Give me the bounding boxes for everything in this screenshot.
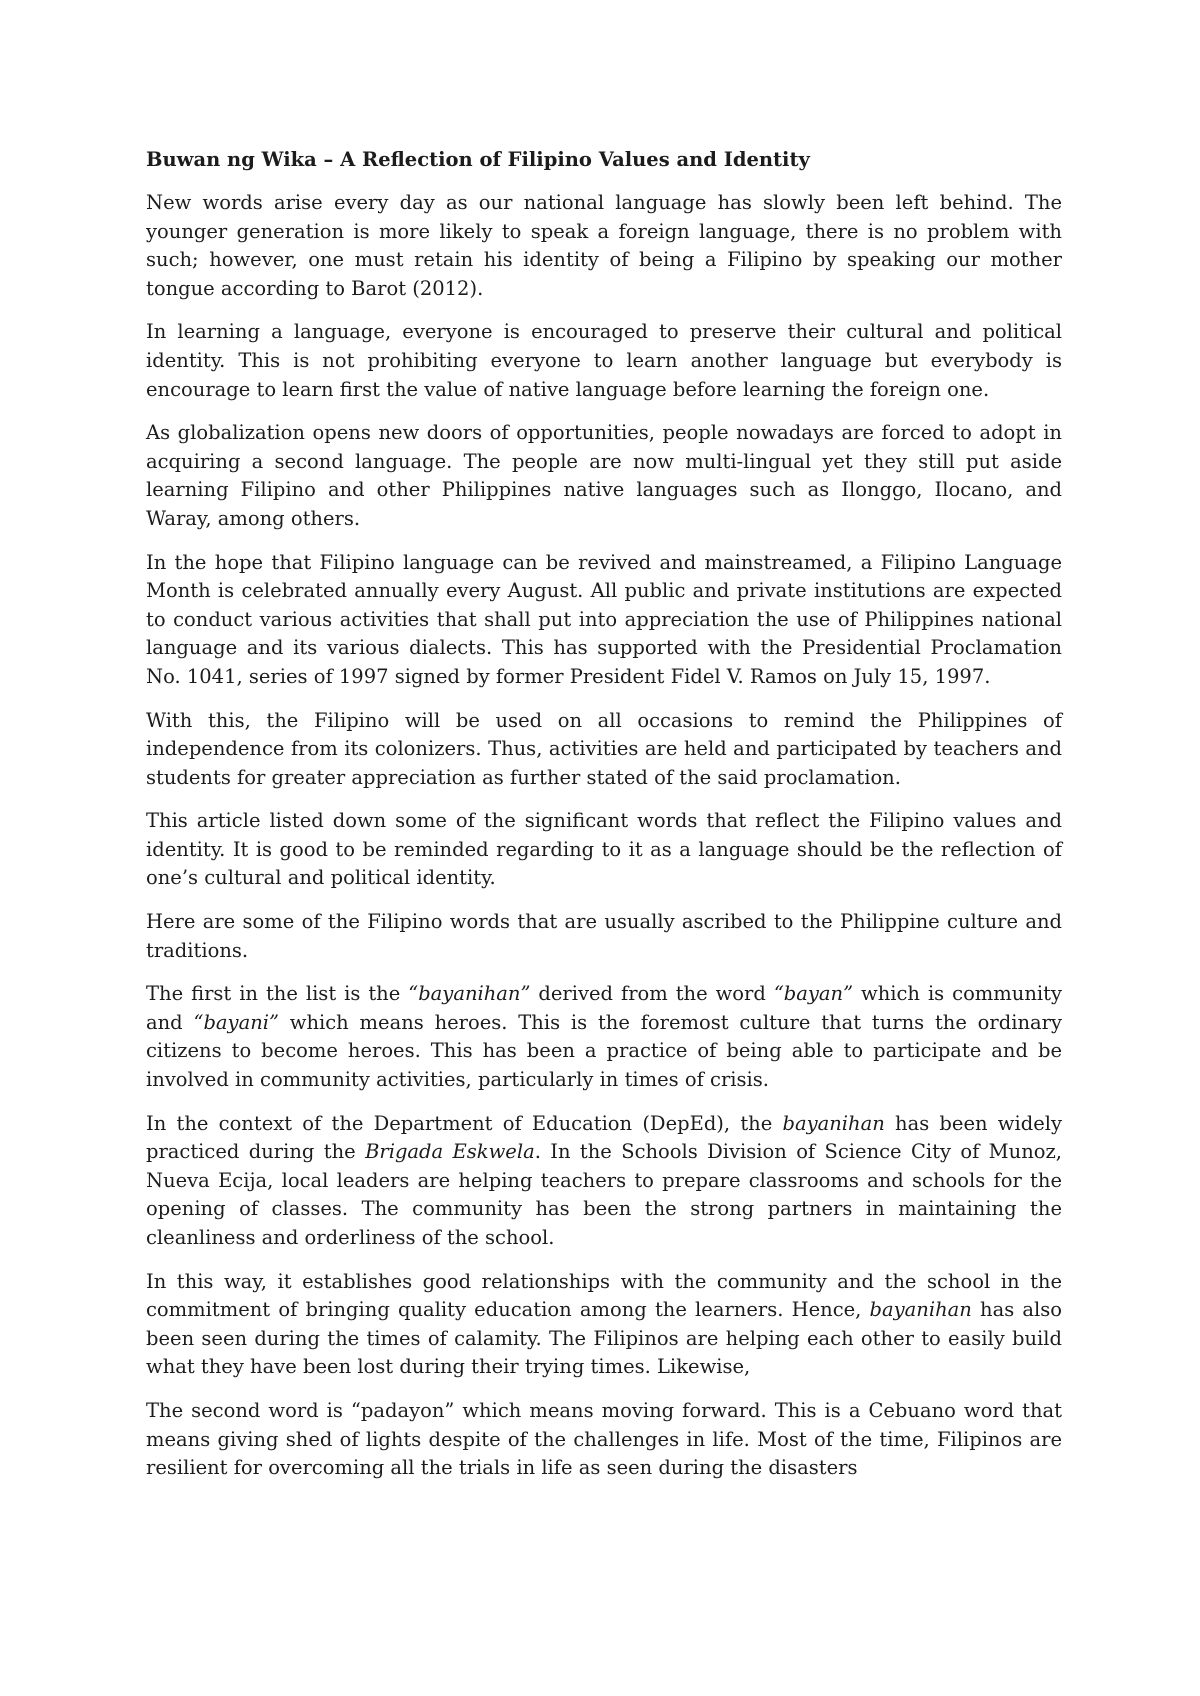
paragraph-2: In learning a language, everyone is encouraged to preserve their cultural and political identity. This is not prohibiting everyone to learn another language but everybody is encourage to learn first the value of native language before learning the foreign one. (146, 320, 1062, 401)
term-bayanihan: bayanihan (869, 1298, 972, 1322)
paragraph-5: With this, the Filipino will be used on all occasions to remind the Philippines of independence from its colonizers. Thus, activities are held and participated by teachers and students for greater appreciation as further stated of the said proclamation. (146, 708, 1062, 789)
paragraph-9-text: In the context of the Department of Education (DepEd), the (146, 1111, 783, 1135)
paragraph-1: New words arise every day as our national language has slowly been left behind. The younger generation is more likely to speak a foreign language, there is no problem with such; however, one must retain his identity of being a Filipino by speaking our mother tongue according to Barot (2012). (146, 191, 1062, 300)
paragraph-9-text: . In the Schools Division of Science City of Munoz, Nueva Ecija, local leaders are helping teachers to prepare classrooms and schools for the opening of classes. The community has been the strong partners in maintaining the cleanliness and orderliness of the school. (146, 1140, 1062, 1249)
paragraph-9 (146, 1110, 1062, 1253)
document-title: Buwan ng Wika – A Reflection of Filipino Values and Identity (146, 148, 810, 171)
paragraph-7: Here are some of the Filipino words that are usually ascribed to the Philippine culture and traditions. (146, 910, 1062, 962)
document-body (146, 146, 1062, 1498)
paragraph-8-text: which means heroes. This is the foremost culture that turns the ordinary citizens to become heroes. This has been a practice of being able to participate and be involved in community activities, particularly in times of crisis. (146, 1010, 1062, 1092)
term-bayanihan: “bayanihan” (408, 982, 531, 1006)
paragraph-8 (146, 980, 1062, 1094)
paragraph-10-text: In this way, it establishes good relationships with the community and the school in the commitment of bringing quality education among the learners. Hence, (146, 1269, 1062, 1322)
paragraph-9-text: has been widely practiced during the (146, 1111, 1062, 1164)
term-bayanihan: bayanihan (782, 1111, 885, 1135)
paragraph-3: As globalization opens new doors of opportunities, people nowadays are forced to adopt in acquiring a second language. The people are now multi-lingual yet they still put aside learning Filipino and other Philippines native languages such as Ilonggo, Ilocano, and Waray, among others. (146, 421, 1062, 530)
term-bayani: “bayani” (193, 1010, 279, 1034)
term-bayan: “bayan” (773, 982, 854, 1006)
paragraph-11: The second word is “padayon” which means moving forward. This is a Cebuano word that means giving shed of lights despite of the challenges in life. Most of the time, Filipinos are resilient for overcoming all the trials in life as seen during the disasters (146, 1398, 1062, 1480)
term-brigada-eskwela: Brigada Eskwela (365, 1140, 535, 1164)
paragraph-4: In the hope that Filipino language can be revived and mainstreamed, a Filipino Language Month is celebrated annually every August. All public and private institutions are expected to conduct various activities that shall put into appreciation the use of Philippines national language and its various dialects. This has supported with the Presidential Proclamation No. 1041, series of 1997 signed by former President Fidel V. Ramos on July 15, 1997. (146, 550, 1062, 688)
paragraph-10 (146, 1268, 1062, 1382)
paragraph-6: This article listed down some of the significant words that reflect the Filipino values and identity. It is good to be reminded regarding to it as a language should be the reflection of one’s cultural and political identity. (146, 809, 1062, 890)
paragraph-8-text: The first in the list is the (146, 982, 409, 1006)
paragraph-10-text: has also been seen during the times of calamity. The Filipinos are helping each other to easily build what they have been lost during their trying times. Likewise, (146, 1298, 1062, 1379)
paragraph-8-text: which is community and (146, 982, 1062, 1034)
paragraph-8-text: derived from the word (530, 982, 774, 1006)
